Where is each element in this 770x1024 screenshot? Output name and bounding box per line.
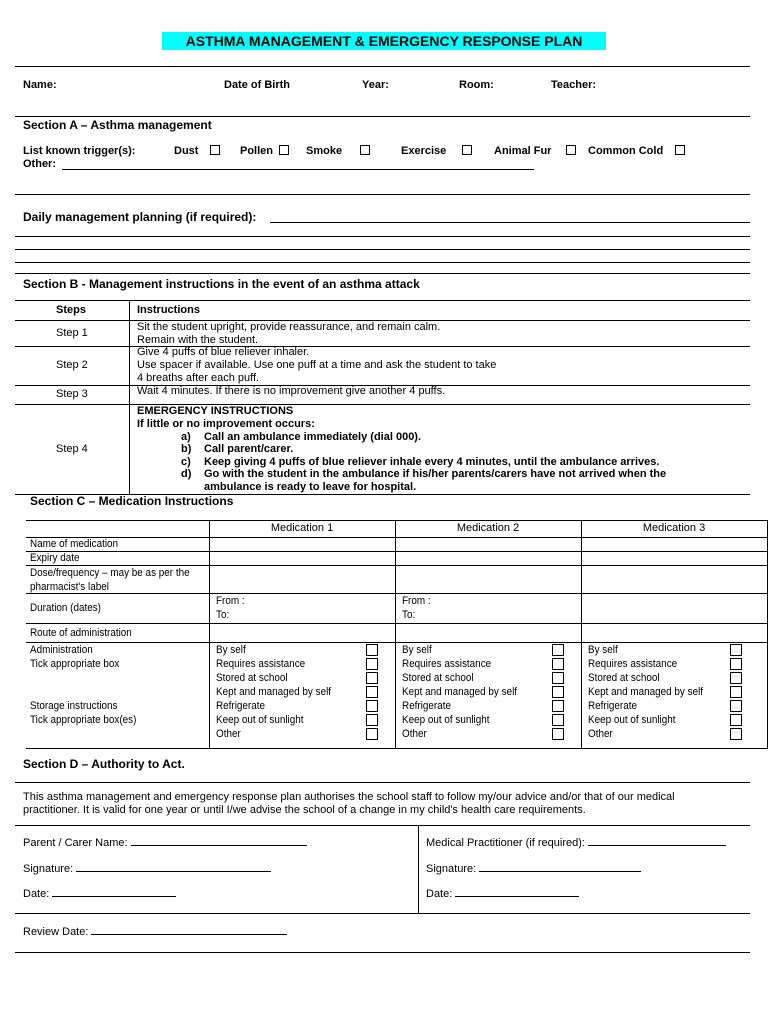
trigger-exercise-checkbox[interactable]	[462, 145, 472, 155]
year-label: Year:	[362, 79, 389, 91]
divider	[15, 782, 750, 783]
medical-practitioner-label: Medical Practitioner (if required):	[426, 837, 585, 849]
divider	[15, 66, 750, 67]
med-2-option-label: Stored at school	[402, 672, 474, 684]
authority-paragraph: practitioner. It is valid for one year or until I/we advise the school of a change in my child's health care requirements.	[23, 804, 586, 816]
med-1-stored-at-school-checkbox[interactable]	[366, 672, 378, 684]
emergency-item-text: Call an ambulance immediately (dial 000).	[204, 431, 422, 443]
emergency-item-text: Go with the student in the ambulance if his/her parents/carers have not arrived when the	[204, 468, 667, 480]
parent-date-field	[23, 887, 176, 900]
trigger-common-cold-checkbox[interactable]	[675, 145, 685, 155]
instructions-column-header: Instructions	[137, 304, 200, 316]
row-name-of-medication: Name of medication	[30, 538, 119, 550]
emergency-condition: If little or no improvement occurs:	[137, 418, 315, 430]
med-2-kept-by-self-checkbox[interactable]	[552, 686, 564, 698]
trigger-smoke-label: Smoke	[306, 145, 343, 157]
room-label: Room:	[459, 79, 494, 91]
med-3-sunlight-checkbox[interactable]	[730, 714, 742, 726]
divider	[15, 952, 750, 953]
divider	[15, 194, 750, 195]
table-line	[767, 520, 768, 748]
trigger-exercise-label: Exercise	[401, 145, 447, 157]
medication-1-header: Medication 1	[270, 522, 334, 534]
med-1-to: To:	[216, 609, 230, 621]
med-2-to: To:	[402, 609, 416, 621]
table-line	[26, 623, 768, 624]
medication-3-header: Medication 3	[642, 522, 706, 534]
med-2-option-label: By self	[402, 644, 432, 656]
daily-management-line[interactable]	[15, 262, 750, 263]
table-line	[26, 642, 768, 643]
trigger-common-cold-label: Common Cold	[588, 145, 664, 157]
section-b-heading: Section B - Management instructions in the event of an asthma attack	[23, 277, 420, 291]
med-1-option-label: By self	[216, 644, 246, 656]
daily-management-line[interactable]	[270, 222, 750, 223]
med-2-stored-at-school-checkbox[interactable]	[552, 672, 564, 684]
med-3-kept-by-self-checkbox[interactable]	[730, 686, 742, 698]
emergency-item-text: Call parent/carer.	[204, 443, 294, 455]
review-date-input[interactable]	[91, 925, 287, 935]
step-1-label: Step 1	[56, 327, 88, 339]
trigger-dust-checkbox[interactable]	[210, 145, 220, 155]
med-2-option-label: Kept and managed by self	[402, 686, 518, 698]
med-3-refrigerate-checkbox[interactable]	[730, 700, 742, 712]
date-label: Date:	[426, 888, 453, 900]
emergency-item-letter: d)	[181, 468, 192, 480]
emergency-instructions-title: EMERGENCY INSTRUCTIONS	[137, 405, 294, 417]
medical-practitioner-field	[426, 836, 726, 849]
other-trigger-label: Other:	[23, 158, 56, 170]
med-3-option-label: Stored at school	[588, 672, 660, 684]
divider	[15, 273, 750, 274]
table-line	[26, 537, 768, 538]
parent-name-label: Parent / Carer Name:	[23, 837, 128, 849]
parent-name-input[interactable]	[131, 836, 307, 846]
row-administration: Tick appropriate box	[30, 658, 120, 670]
parent-signature-input[interactable]	[76, 862, 271, 872]
step-3-instruction: Wait 4 minutes. If there is no improvement give another 4 puffs.	[137, 385, 446, 397]
emergency-item-letter: b)	[181, 443, 192, 455]
triggers-label: List known trigger(s):	[23, 145, 136, 157]
page-title: ASTHMA MANAGEMENT & EMERGENCY RESPONSE PLAN	[162, 32, 606, 50]
med-1-requires-assistance-checkbox[interactable]	[366, 658, 378, 670]
med-3-requires-assistance-checkbox[interactable]	[730, 658, 742, 670]
med-1-option-label: Other	[216, 728, 241, 740]
daily-management-label: Daily management planning (if required):	[23, 210, 257, 224]
divider	[15, 825, 750, 826]
med-1-other-checkbox[interactable]	[366, 728, 378, 740]
trigger-animal-fur-checkbox[interactable]	[566, 145, 576, 155]
row-administration: Administration	[30, 644, 93, 656]
trigger-animal-fur-label: Animal Fur	[494, 145, 552, 157]
divider	[418, 825, 419, 913]
steps-column-header: Steps	[56, 304, 86, 316]
divider	[15, 116, 750, 117]
med-1-option-label: Kept and managed by self	[216, 686, 332, 698]
teacher-label: Teacher:	[551, 79, 597, 91]
medical-practitioner-input[interactable]	[588, 836, 726, 846]
practitioner-signature-field	[426, 862, 641, 875]
med-3-option-label: Kept and managed by self	[588, 686, 704, 698]
other-trigger-input[interactable]	[62, 169, 534, 170]
daily-management-line[interactable]	[15, 249, 750, 250]
trigger-dust-label: Dust	[174, 145, 199, 157]
med-3-option-label: Other	[588, 728, 613, 740]
row-storage: Tick appropriate box(es)	[30, 714, 137, 726]
trigger-smoke-checkbox[interactable]	[360, 145, 370, 155]
table-line	[581, 520, 582, 748]
row-expiry-date: Expiry date	[30, 552, 80, 564]
parent-name-field	[23, 836, 307, 849]
row-dose-frequency: pharmacist's label	[30, 581, 109, 593]
step-3-label: Step 3	[56, 388, 88, 400]
step-2-label: Step 2	[56, 359, 88, 371]
med-3-stored-at-school-checkbox[interactable]	[730, 672, 742, 684]
table-line	[395, 520, 396, 748]
med-3-option-label: By self	[588, 644, 618, 656]
practitioner-signature-input[interactable]	[479, 862, 641, 872]
med-2-option-label: Keep out of sunlight	[402, 714, 490, 726]
med-1-by-self-checkbox[interactable]	[366, 644, 378, 656]
med-3-by-self-checkbox[interactable]	[730, 644, 742, 656]
authority-paragraph: This asthma management and emergency response plan authorises the school staff to follow my/our advice and/or that of our medical	[23, 791, 675, 803]
divider	[15, 913, 750, 914]
table-line	[26, 593, 768, 594]
date-label: Date:	[23, 888, 50, 900]
review-date-label: Review Date:	[23, 926, 89, 938]
signature-label: Signature:	[23, 863, 74, 875]
section-d-heading: Section D – Authority to Act.	[23, 757, 185, 771]
name-label: Name:	[23, 79, 57, 91]
medication-2-header: Medication 2	[456, 522, 520, 534]
med-1-option-label: Requires assistance	[216, 658, 306, 670]
emergency-item-text: Keep giving 4 puffs of blue reliever inhale every 4 minutes, until the ambulance arrives.	[204, 456, 660, 468]
med-1-option-label: Keep out of sunlight	[216, 714, 304, 726]
med-2-requires-assistance-checkbox[interactable]	[552, 658, 564, 670]
section-c-heading: Section C – Medication Instructions	[30, 494, 234, 508]
table-line	[129, 300, 130, 494]
review-date-field	[23, 925, 287, 938]
table-line	[26, 748, 768, 749]
med-2-option-label: Requires assistance	[402, 658, 492, 670]
med-2-refrigerate-checkbox[interactable]	[552, 700, 564, 712]
step-2-instruction: Give 4 puffs of blue reliever inhaler. Use spacer if available. Use one puff at a time and ask the student to take 4 breaths after each puff.	[137, 346, 497, 384]
emergency-item-text-continued: ambulance is ready to leave for hospital.	[204, 481, 417, 493]
med-1-option-label: Stored at school	[216, 672, 288, 684]
med-2-by-self-checkbox[interactable]	[552, 644, 564, 656]
med-1-kept-by-self-checkbox[interactable]	[366, 686, 378, 698]
med-3-option-label: Requires assistance	[588, 658, 678, 670]
table-line	[15, 300, 750, 301]
trigger-pollen-label: Pollen	[240, 145, 274, 157]
row-route: Route of administration	[30, 627, 132, 639]
signature-label: Signature:	[426, 863, 477, 875]
section-a-heading: Section A – Asthma management	[23, 118, 212, 132]
row-duration: Duration (dates)	[30, 602, 101, 614]
table-line	[26, 551, 768, 552]
parent-date-input[interactable]	[52, 887, 176, 897]
dob-label: Date of Birth	[224, 79, 290, 91]
med-2-sunlight-checkbox[interactable]	[552, 714, 564, 726]
med-1-refrigerate-checkbox[interactable]	[366, 700, 378, 712]
parent-signature-field	[23, 862, 271, 875]
med-2-option-label: Refrigerate	[402, 700, 451, 712]
table-line	[209, 520, 210, 748]
med-3-option-label: Keep out of sunlight	[588, 714, 676, 726]
med-1-option-label: Refrigerate	[216, 700, 265, 712]
trigger-pollen-checkbox[interactable]	[279, 145, 289, 155]
practitioner-date-field	[426, 887, 579, 900]
med-1-from: From :	[216, 595, 245, 607]
med-2-from: From :	[402, 595, 431, 607]
daily-management-line[interactable]	[15, 236, 750, 237]
emergency-item-letter: a)	[181, 431, 191, 443]
med-2-option-label: Other	[402, 728, 427, 740]
row-dose-frequency: Dose/frequency – may be as per the	[30, 567, 190, 579]
practitioner-date-input[interactable]	[455, 887, 579, 897]
step-1-instruction: Sit the student upright, provide reassurance, and remain calm. Remain with the student.	[137, 321, 441, 346]
med-3-option-label: Refrigerate	[588, 700, 637, 712]
row-storage: Storage instructions	[30, 700, 118, 712]
table-line	[26, 520, 768, 521]
emergency-item-letter: c)	[181, 456, 191, 468]
step-4-label: Step 4	[56, 443, 88, 455]
med-2-other-checkbox[interactable]	[552, 728, 564, 740]
med-3-other-checkbox[interactable]	[730, 728, 742, 740]
table-line	[15, 404, 750, 405]
med-1-sunlight-checkbox[interactable]	[366, 714, 378, 726]
